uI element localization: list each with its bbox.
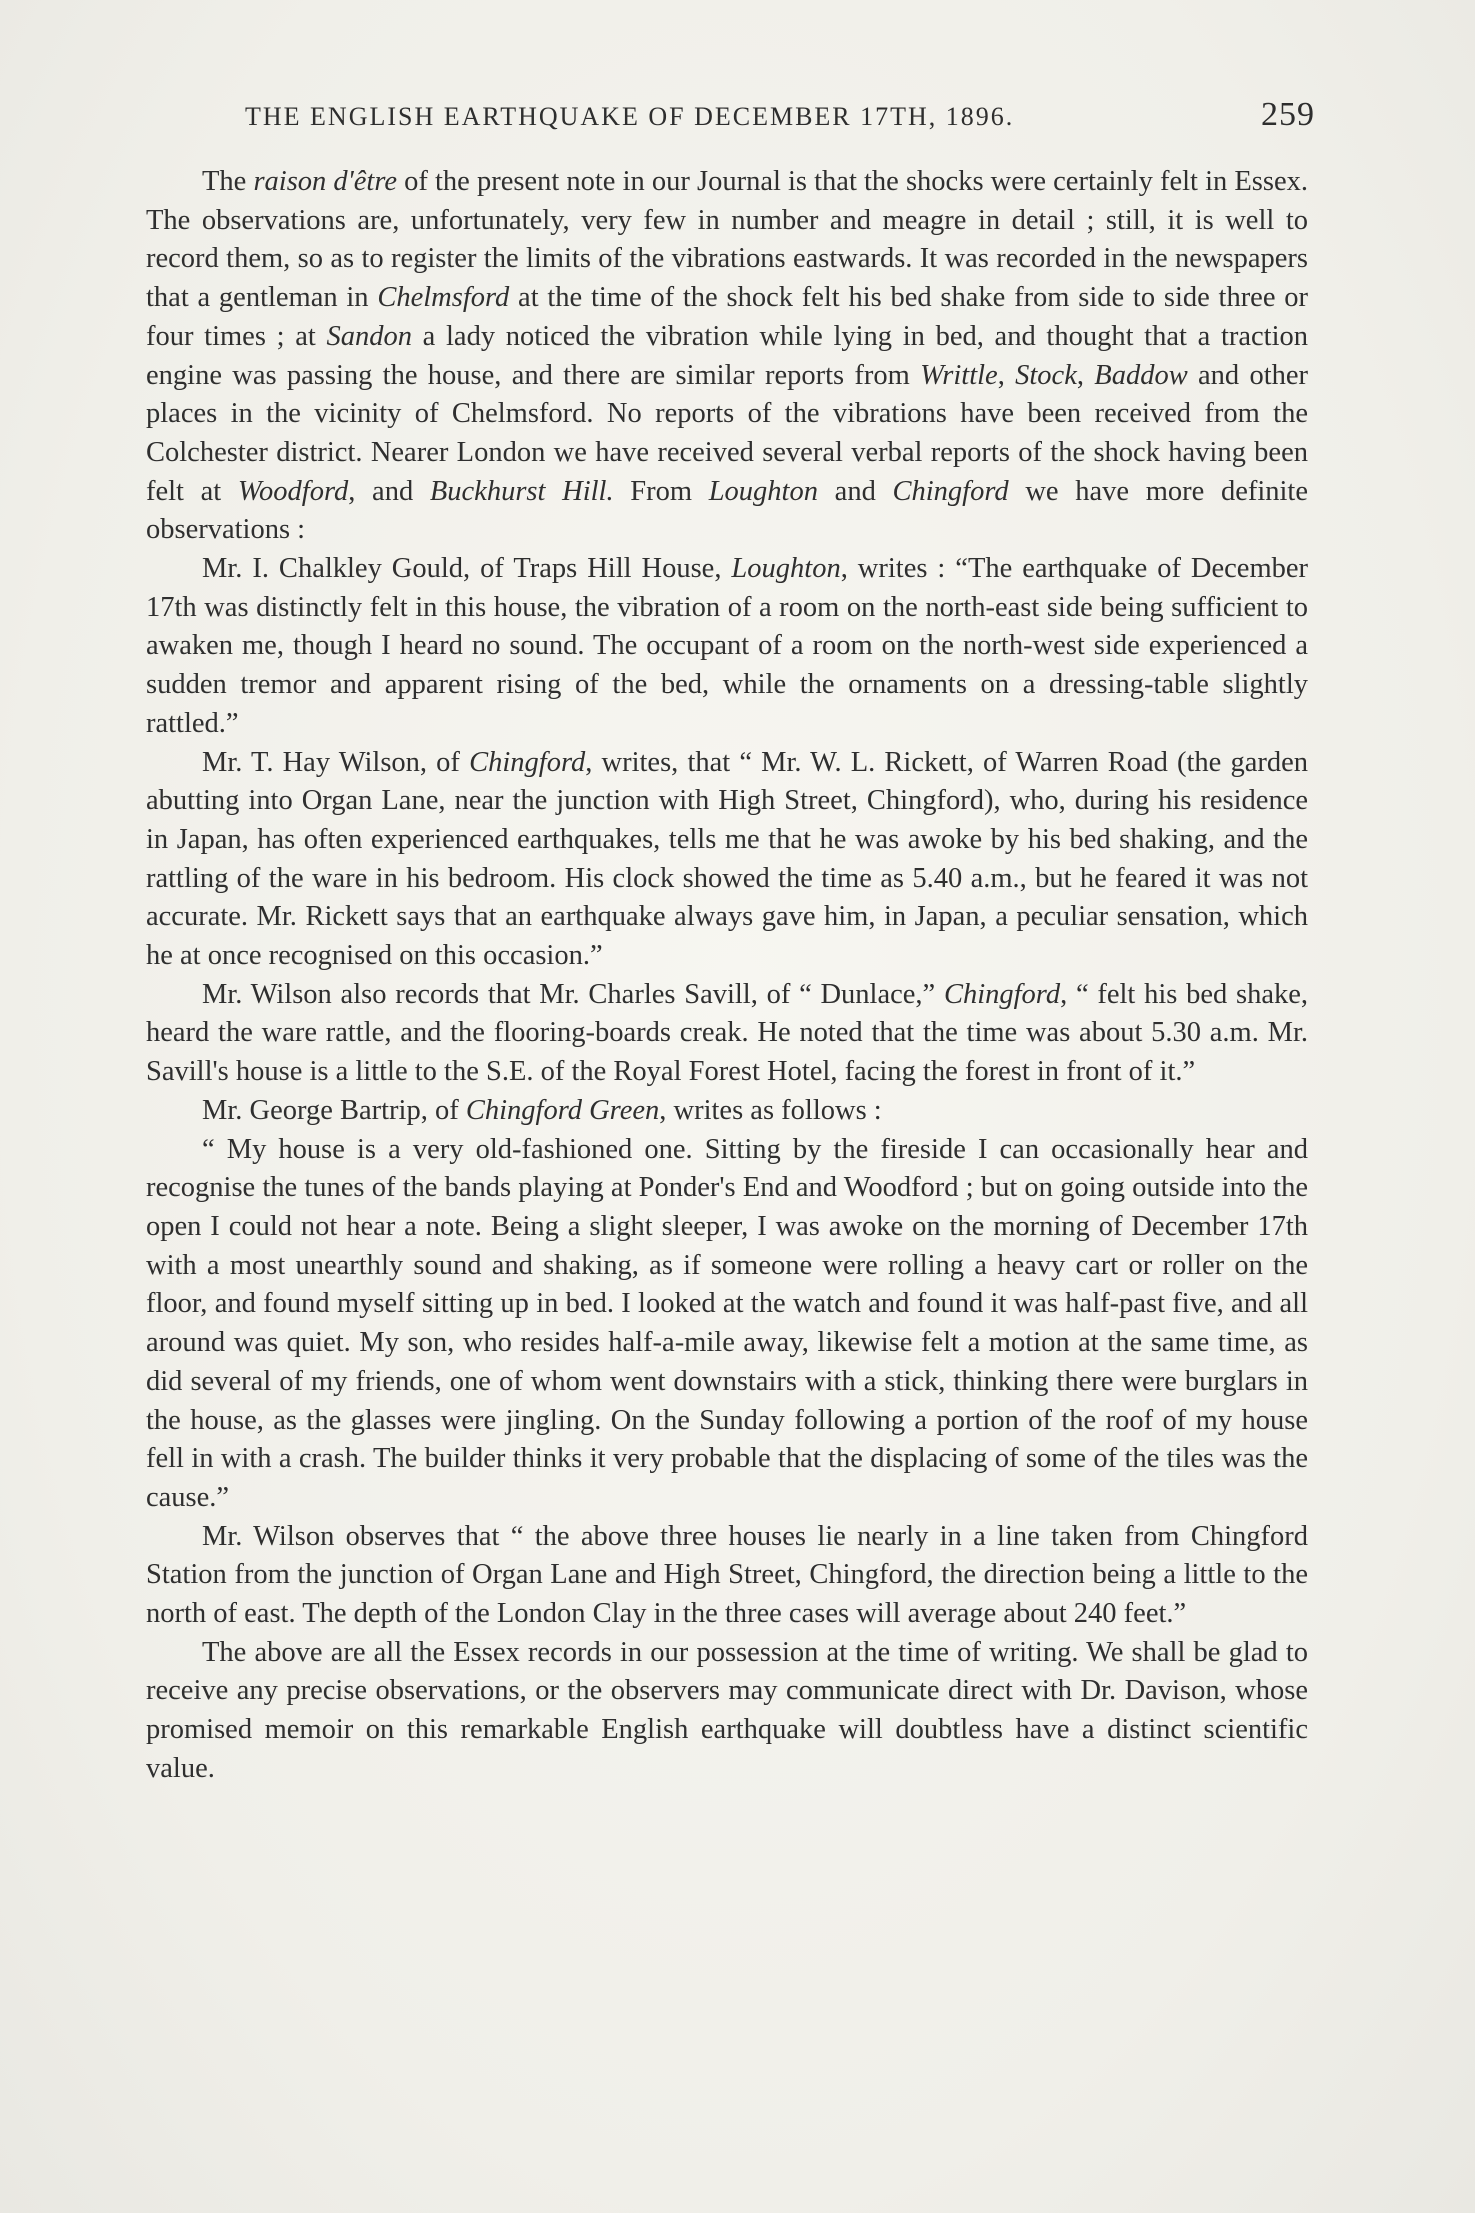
place-name: Chingford — [892, 475, 1009, 507]
place-name: Buckhurst Hill. — [429, 475, 614, 507]
text-run: at the time of the shock felt his bed shake from side to side three or four times ; at — [146, 282, 1308, 352]
page-number: 259 — [1261, 96, 1315, 133]
text-run: and other places in the vicinity of Chelmsford. No reports of the vibrations have been received from the Colchester district. Nearer London we have received several verbal reports of the shock having been felt at — [146, 359, 1309, 507]
text-run: , writes as follows : — [659, 1094, 882, 1126]
text-run: Mr. T. Hay Wilson, of — [202, 746, 470, 778]
paragraph — [146, 1131, 1308, 1518]
place-name: Baddow — [1094, 359, 1188, 391]
text-run: The above are all the Essex records in our possession at the time of writing. We shall be glad to receive any precise observations, or the observers may communicate direct with Dr. Davison, whose promised memoir on this remarkable English earthquake will doubtless have a distinct scientific value. — [146, 1636, 1308, 1784]
text-run: , — [1076, 359, 1095, 391]
text-run: From — [613, 475, 709, 507]
text-run: , — [997, 359, 1016, 391]
text-run: of the present note in our Journal is that the shocks were certainly felt in Essex. The observations are, unfortunately, very few in number and meagre in detail ; still, it is well to record them, so as to register the limits of the vibrations eastwards. It was recorded in the newspapers that a gentleman in — [146, 166, 1308, 314]
text-run: “ My house is a very old-fashioned one. Sitting by the fireside I can occasionally hear and recognise the tunes of the bands playing at Ponder's End and Woodford ; but on going outside into the open I could not hear a note. Being a slight sleeper, I was awoke on the morning of December 17th with a most unearthly sound and shaking, as if someone were rolling a heavy cart or roller on the floor, and found myself sitting up in bed. I looked at the watch and found it was half-past five, and all around was quiet. My son, who resides half-a-mile away, likewise felt a motion at the same time, as did several of my friends, one of whom went downstairs with a stick, thinking there were burglars in the house, as the glasses were jingling. On the Sunday following a portion of the roof of my house fell in with a crash. The builder thinks it very probable that the displacing of some of the tiles was the cause.” — [146, 1133, 1308, 1513]
running-head — [245, 96, 1315, 140]
text-run: The — [202, 166, 254, 197]
text-run: and — [817, 475, 893, 507]
paragraph — [146, 163, 1308, 550]
text-run: Mr. Wilson observes that “ the above three houses lie nearly in a line taken from Chingford Station from the junction of Organ Lane and High Street, Chingford, the direction being a little to the north of east. The depth of the London Clay in the three cases will average about 240 feet.” — [146, 1520, 1308, 1630]
paragraph — [146, 1518, 1308, 1634]
running-head-title: THE ENGLISH EARTHQUAKE OF DECEMBER 17TH, 1896. — [245, 102, 1015, 131]
text-run: Mr. I. Chalkley Gould, of Traps Hill House, — [202, 553, 732, 585]
place-name: Woodford — [237, 475, 349, 507]
paragraph — [146, 550, 1308, 744]
place-name: Loughton — [731, 553, 841, 585]
text-run: a lady noticed the vibration while lying in bed, and thought that a traction engine was passing the house, and there are similar reports from — [146, 320, 1308, 391]
place-name: Chelmsford — [377, 282, 510, 314]
text-run: Mr. George Bartrip, of — [202, 1094, 466, 1126]
place-name: Loughton — [708, 475, 818, 507]
text-run: , “ felt his bed shake, heard the ware rattle, and the flooring-boards creak. He noted that the time was about 5.30 a.m. Mr. Savill's house is a little to the S.E. of the Royal Forest Hotel, facing the forest in front of it.” — [146, 978, 1308, 1088]
place-name: Stock — [1015, 359, 1077, 391]
text-run: , writes : “The earthquake of December 17th was distinctly felt in this house, the vibration of a room on the north-east side being sufficient to awaken me, though I heard no sound. The occupant of a room on the north-west side experienced a sudden tremor and apparent rising of the bed, while the ornaments on a dressing-table slightly rattled.” — [146, 553, 1308, 739]
place-name: Chingford Green — [465, 1094, 660, 1126]
place-name: Sandon — [326, 320, 412, 352]
paragraph — [146, 1092, 1308, 1131]
text-run: , writes, that “ Mr. W. L. Rickett, of Warren Road (the garden abutting into Organ Lane, near the junction with High Street, Chingford), who, during his residence in Japan, has often experienced earthquakes, tells me that he was awoke by his bed shaking, and the rattling of the ware in his bedroom. His clock showed the time as 5.40 a.m., but he feared it was not accurate. Mr. Rickett says that an earthquake always gave him, in Japan, a peculiar sensation, which he at once recognised on this occasion.” — [146, 746, 1309, 972]
place-name: raison d'être — [253, 166, 398, 197]
place-name: Chingford — [469, 746, 586, 778]
paragraph — [146, 744, 1308, 976]
paragraph — [146, 976, 1308, 1092]
text-run: , and — [348, 475, 430, 507]
article-body — [146, 163, 1308, 1789]
place-name: Chingford — [943, 978, 1061, 1010]
place-name: Writtle — [920, 359, 998, 391]
text-run: we have more definite observations : — [146, 475, 1308, 546]
paragraph — [146, 1634, 1308, 1789]
text-run: Mr. Wilson also records that Mr. Charles Savill, of “ Dunlace,” — [202, 978, 944, 1010]
